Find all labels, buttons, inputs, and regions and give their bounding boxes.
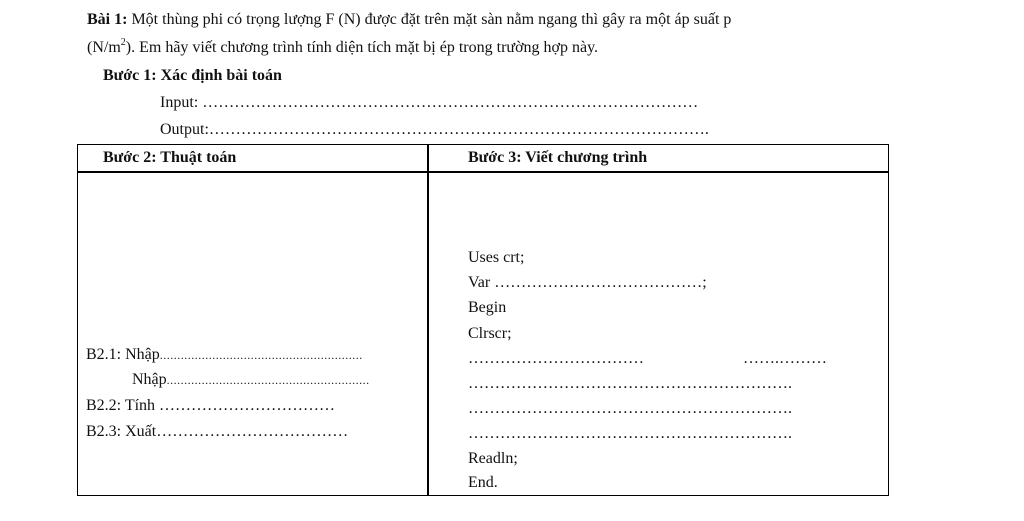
nhap2-label: Nhập (132, 371, 167, 388)
b23-label: B2.3: Xuất (86, 423, 157, 440)
exercise-line-2 (87, 36, 599, 56)
algorithm-b21 (86, 347, 363, 363)
var-label: Var (468, 274, 495, 291)
program-uses: Uses crt; (468, 249, 525, 266)
algorithm-b22 (86, 398, 335, 414)
program-end: End. (468, 474, 498, 491)
algorithm-header: Bước 2: Thuật toán (103, 149, 237, 166)
b22-dots: …………………………… (159, 397, 336, 414)
step1-input-line (160, 95, 698, 111)
var-dots: …………………………………; (494, 274, 707, 291)
program-line-2: ……………………………………………………. (468, 375, 792, 392)
step1-output-line (160, 122, 709, 138)
input-label: Input: (160, 94, 203, 111)
output-dots: …………………………………………………………………………………. (208, 121, 709, 138)
table-column-divider (427, 144, 429, 496)
exercise-text-line-2-pre: (N/m (87, 39, 121, 56)
b22-label: B2.2: Tính (86, 397, 160, 414)
program-line-1a: …………………………… (468, 350, 644, 367)
nhap2-dots: .......................................................... (166, 373, 370, 387)
exercise-superscript: 2 (120, 36, 126, 48)
program-begin: Begin (468, 299, 507, 316)
exercise-line-1 (87, 12, 731, 28)
program-var (468, 275, 707, 291)
program-header: Bước 3: Viết chương trình (468, 149, 648, 166)
output-label: Output: (160, 121, 209, 138)
b23-dots: ……………………………… (156, 423, 349, 440)
program-line-3: ……………………………………………………. (468, 400, 792, 417)
program-line-1b: …….……… (743, 350, 827, 367)
exercise-text-line-2-post: ). Em hãy viết chương trình tính diện tích mặt bị ép trong trường hợp này. (125, 39, 599, 56)
steps-table (77, 144, 889, 496)
b21-dots: .......................................................... (159, 348, 363, 362)
b21-label: B2.1: Nhập (86, 346, 160, 363)
algorithm-nhap2 (132, 372, 370, 388)
exercise-label: Bài 1: (87, 11, 128, 28)
table-header-divider (77, 171, 889, 173)
algorithm-b23 (86, 424, 348, 440)
program-readln: Readln; (468, 450, 518, 467)
exercise-text-line-1: Một thùng phi có trọng lượng F (N) được đặt trên mặt sàn nằm ngang thì gây ra một áp suất p (127, 11, 732, 28)
program-clrscr: Clrscr; (468, 325, 512, 342)
program-line-4: ……………………………………………………. (468, 425, 792, 442)
input-dots: ………………………………………………………………………………… (202, 94, 699, 111)
step1-heading: Bước 1: Xác định bài toán (103, 67, 282, 84)
